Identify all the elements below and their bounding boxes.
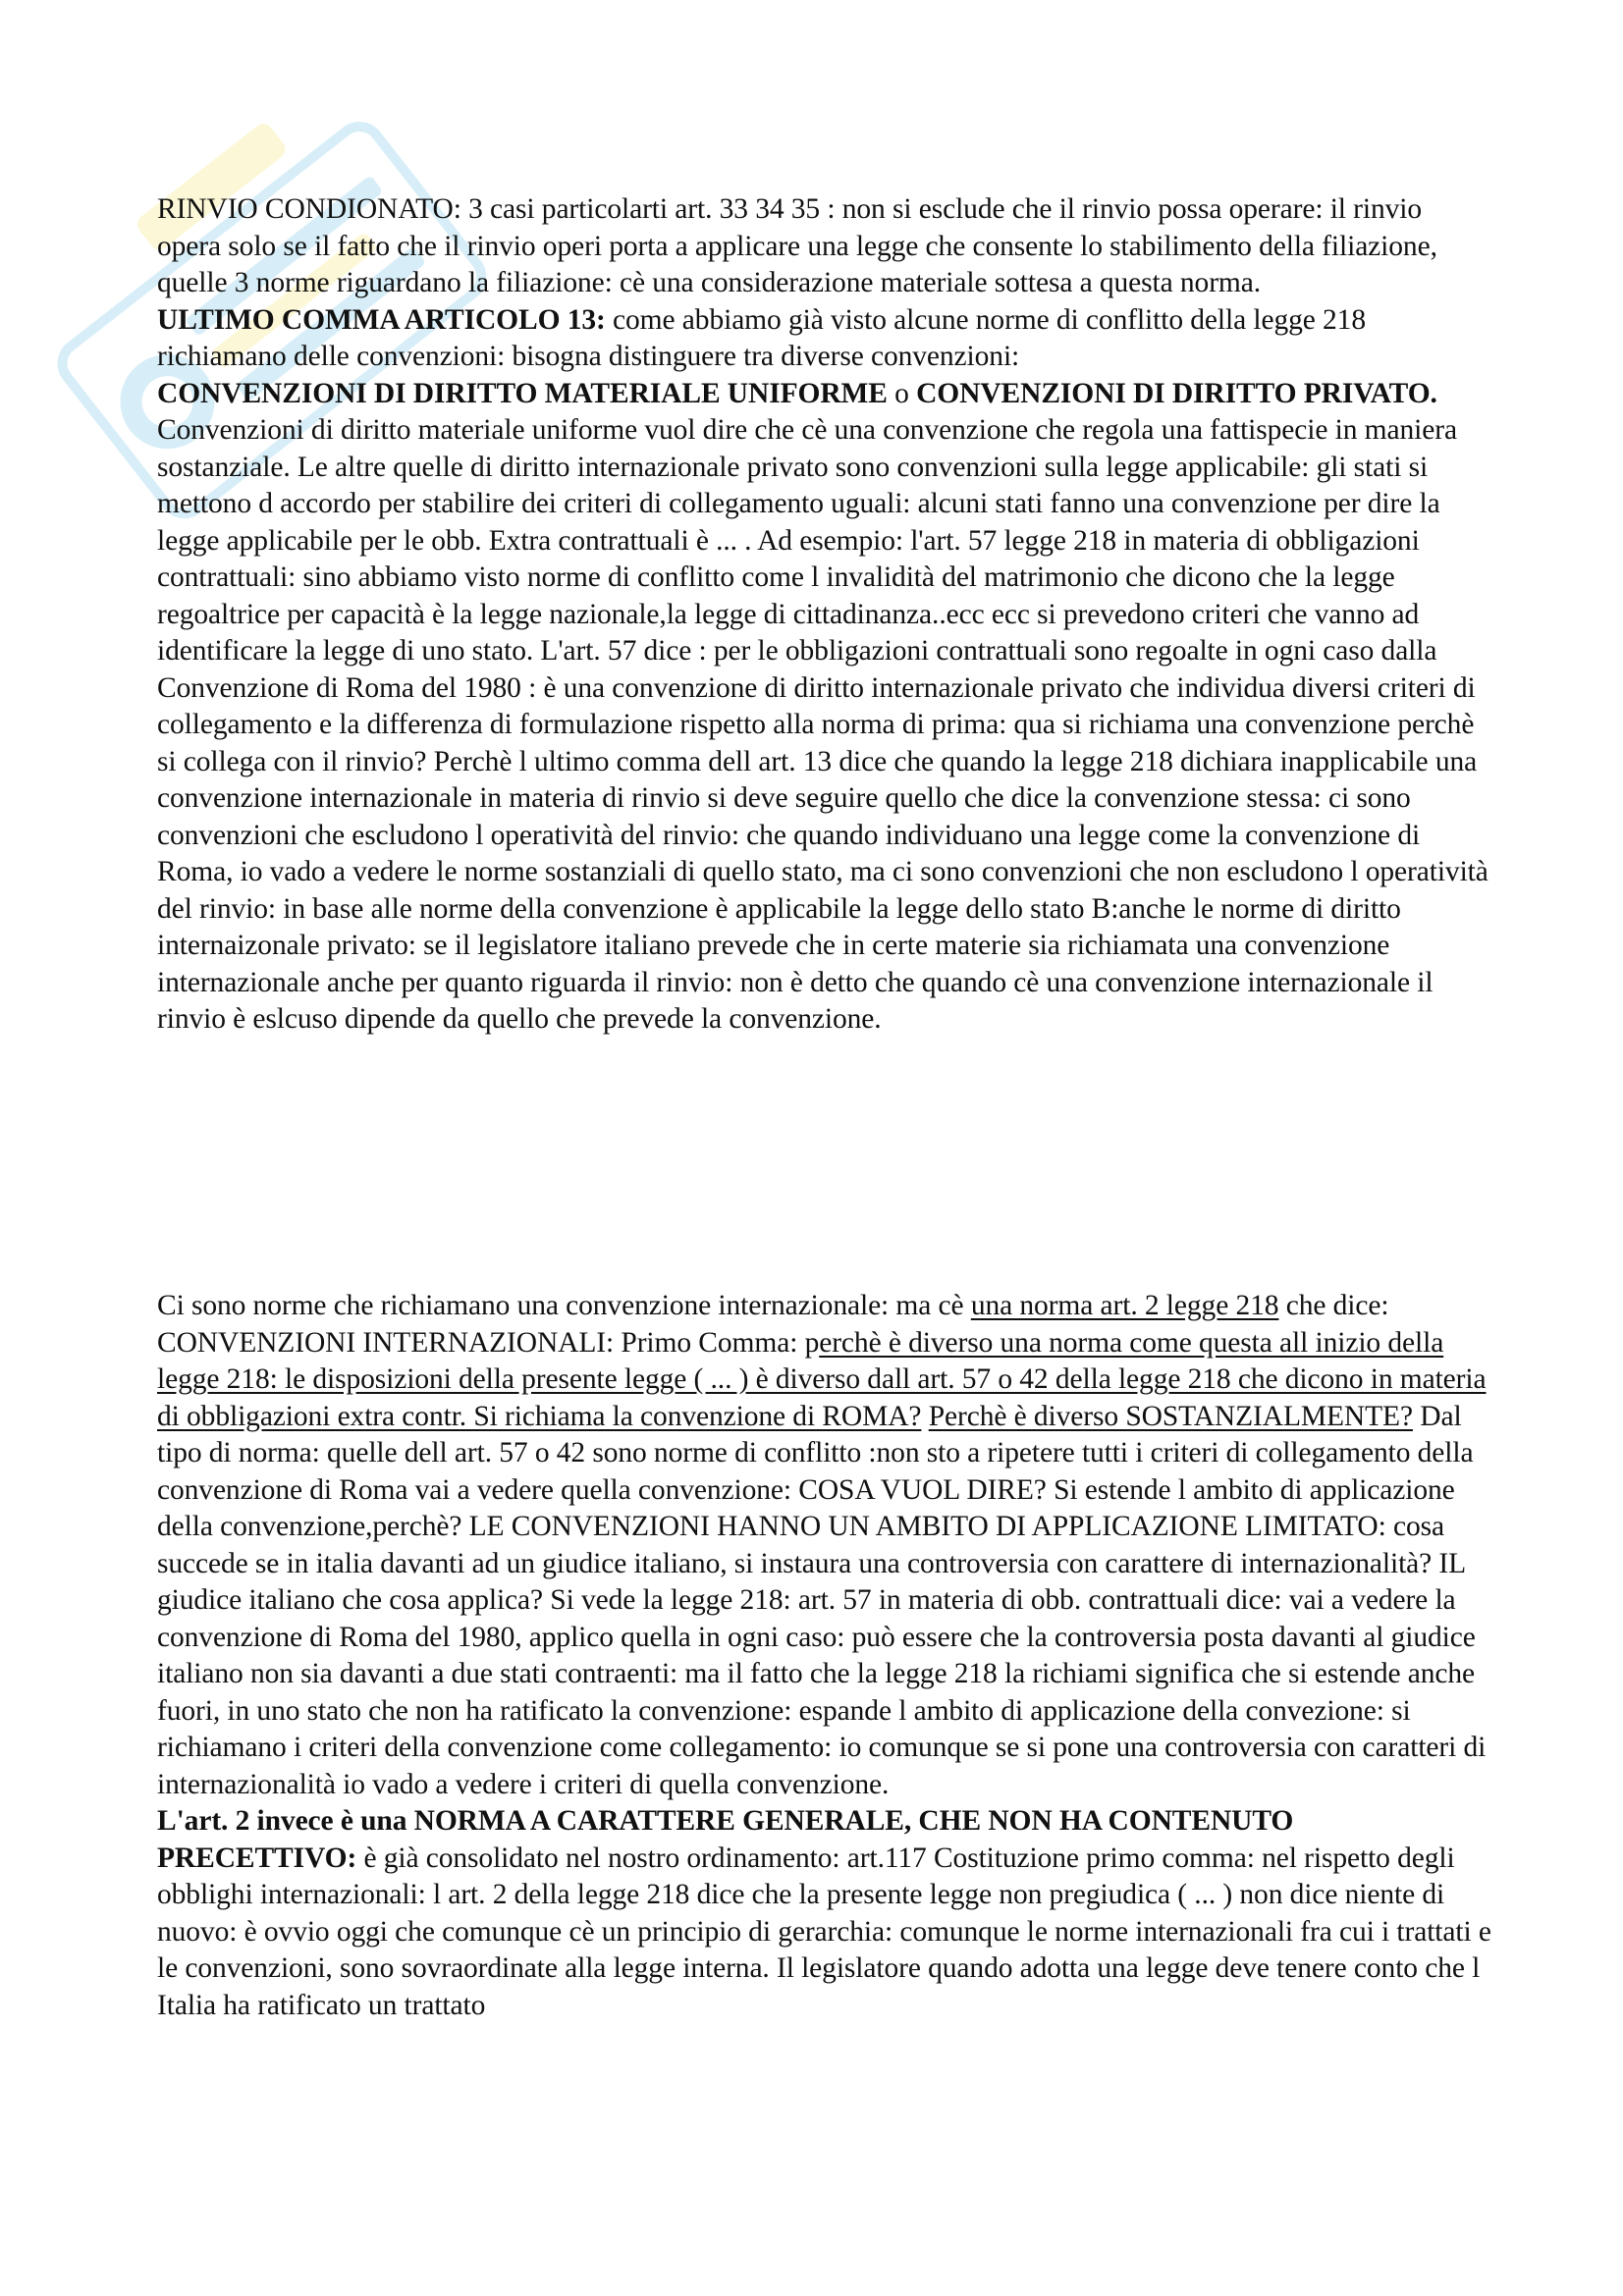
paragraph-convenzioni-heading	[157, 376, 1492, 413]
heading-diritto-materiale: CONVENZIONI DI DIRITTO MATERIALE UNIFORME	[157, 377, 888, 409]
paragraph-art2	[157, 1288, 1492, 1803]
text-norma-generale: è già consolidato nel nostro ordinamento: art.117 Costituzione primo comma: nel rispetto degli obblighi internazionali: l art. 2 della legge 218 dice che la presente legge non pregiudica ( ... ) non dice niente di nuovo: è ovvio oggi che comunque cè un principio di gerarchia: comunque le norme internazionali fra cui i trattati e le convenzioni, sono sovraordinate alla legge interna. Il legislatore quando adotta una legge deve tenere conto che l Italia ha ratificato un trattato	[157, 1842, 1491, 2021]
heading-diritto-privato: CONVENZIONI DI DIRITTO PRIVATO.	[916, 377, 1437, 409]
text-ultimo-comma: come abbiamo già visto alcune norme di conflitto della legge 218 richiamano delle convenzioni: bisogna distinguere tra diverse convenzioni:	[157, 303, 1366, 372]
paragraph-convenzioni-explanation: Convenzioni di diritto materiale uniforme vuol dire che cè una convenzione che regola una fattispecie in maniera sostanziale. Le altre quelle di diritto internazionale privato sono convenzioni sulla legge applicabile: gli stati si mettono d accordo per stabilire dei criteri di collegamento uguali: alcuni stati fanno una convenzione per dire la legge applicabile per le obb. Extra contrattuali è ... . Ad esempio: l'art. 57 legge 218 in materia di obbligazioni contrattuali: sino abbiamo visto norme di conflitto come l invalidità del matrimonio che dicono che la legge regoaltrice per capacità è la legge nazionale,la legge di cittadinanza..ecc ecc si prevedono criteri che vanno ad identificare la legge di uno stato. L'art. 57 dice : per le obbligazioni contrattuali sono regoalte in ogni caso dalla Convenzione di Roma del 1980 : è una convenzione di diritto internazionale privato che individua diversi criteri di collegamento e la differenza di formulazione rispetto alla norma di prima: qua si richiama una convenzione perchè si collega con il rinvio? Perchè l ultimo comma dell art. 13 dice che quando la legge 218 dichiara inapplicabile una convenzione internazionale in materia di rinvio si deve seguire quello che dice la convenzione stessa: ci sono convenzioni che escludono l operatività del rinvio: che quando individuano una legge come la convenzione di Roma, io vado a vedere le norme sostanziali di quello stato, ma ci sono convenzioni che non escludono l operatività del rinvio: in base alle norme della convenzione è applicabile la legge dello stato B:anche le norme di diritto internaizonale privato: se il legislatore italiano prevede che in certe materie sia richiamata una convenzione internazionale anche per quanto riguarda il rinvio: non è detto che quando cè una convenzione internazionale il rinvio è eslcuso dipende da quello che prevede la convenzione.	[157, 414, 1488, 1035]
text-art2-intro: Ci sono norme che richiamano una convenzione internazionale: ma cè	[157, 1290, 971, 1321]
heading-ultimo-comma: ULTIMO COMMA ARTICOLO 13:	[157, 303, 606, 336]
document-body-bottom	[157, 1288, 1492, 2024]
underlined-perche-diverso: erchè è diverso una norma come questa all inizio della legge 218: le disposizioni della presente legge ( ... ) è diverso dall art. 57 o 42 della legge 218 che dicono in materia di obbligazioni extra contr. Si richiama la convenzione di ROMA?	[157, 1326, 1487, 1432]
text-art2-explanation: Dal tipo di norma: quelle dell art. 57 o 42 sono norme di conflitto :non sto a ripetere tutti i criteri di collegamento della convenzione di Roma vai a vedere quella convenzione: COSA VUOL DIRE? Si estende l ambito di applicazione della convenzione,perchè? LE CONVENZIONI HANNO UN AMBITO DI APPLICAZIONE LIMITATO: cosa succede se in italia davanti ad un giudice italiano, si instaura una controversia con carattere di internazionalità? IL giudice italiano che cosa applica? Si vede la legge 218: art. 57 in materia di obb. contrattuali dice: vai a vedere la convenzione di Roma del 1980, applico quella in ogni caso: può essere che la controversia posta davanti al giudice italiano non sia davanti a due stati contraenti: ma il fatto che la legge 218 la richiami significa che si estende anche fuori, in uno stato che non ha ratificato la convenzione: espande l ambito di applicazione della convezione: si richiamano i criteri della convenzione come collegamento: io comunque se si pone una controversia con caratteri di internazionalità io vado a vedere i criteri di quella convenzione.	[157, 1400, 1487, 1800]
paragraph-rinvio-condizionato: RINVIO CONDIONATO: 3 casi particolarti art. 33 34 35 : non si esclude che il rinvio possa operare: il rinvio opera solo se il fatto che il rinvio operi porta a applicare una legge che consente lo stabilimento della filiazione, quelle 3 norme riguardano la filiazione: cè una considerazione materiale sottesa a questa norma.	[157, 193, 1437, 298]
paragraph-ultimo-comma	[157, 302, 1492, 376]
underlined-sostanzialmente: Perchè è diverso SOSTANZIALMENTE?	[928, 1400, 1413, 1432]
underlined-art2: una norma art. 2 legge 218	[970, 1290, 1279, 1321]
paragraph-norma-generale	[157, 1803, 1492, 2024]
heading-norma-generale: L'art. 2 invece è una NORMA A CARATTERE GENERALE, CHE NON HA CONTENUTO PRECETTIVO:	[157, 1805, 1294, 1874]
text-space	[921, 1401, 928, 1432]
document-body-top	[157, 191, 1492, 1039]
text-art2-primo-comma: che dice: CONVENZIONI INTERNAZIONALI: Primo Comma: p	[157, 1290, 1389, 1359]
text-or: o	[887, 377, 917, 409]
